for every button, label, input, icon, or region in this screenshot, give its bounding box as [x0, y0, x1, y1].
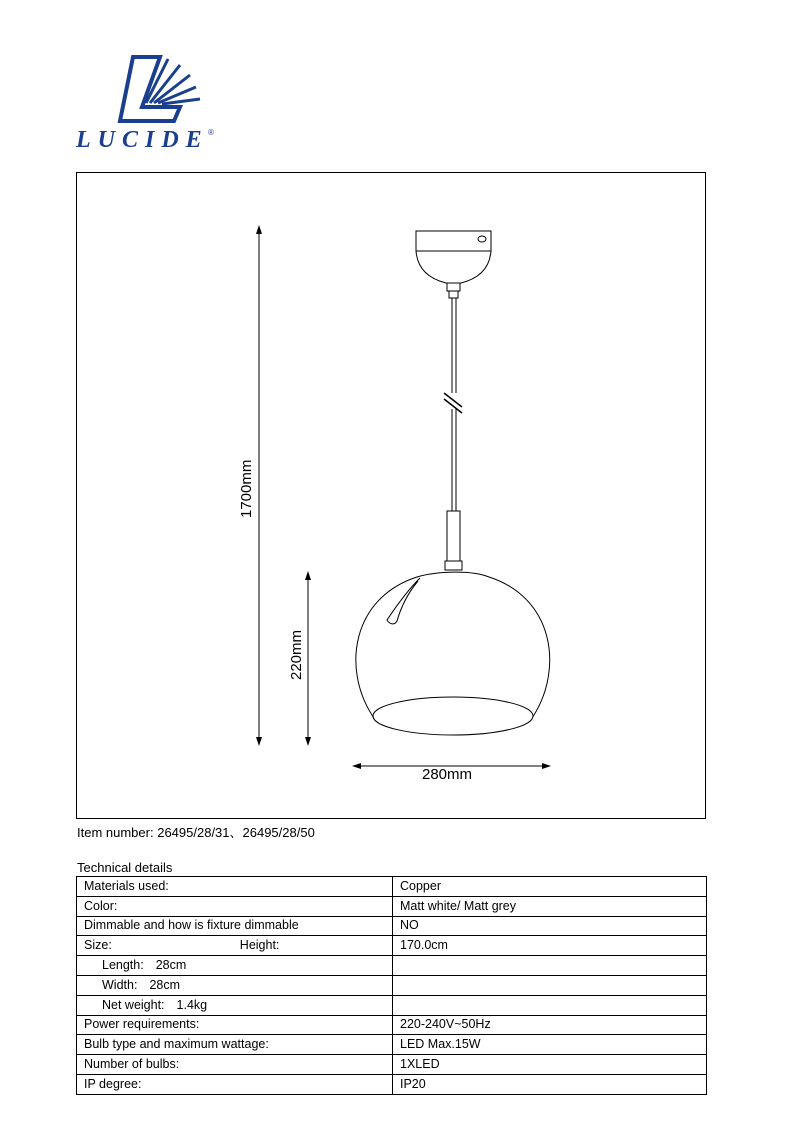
height-label: Height:	[239, 938, 280, 953]
spec-label-size	[77, 936, 393, 956]
table-row	[77, 896, 707, 916]
spec-value: 170.0cm	[393, 936, 707, 956]
spec-value: Copper	[393, 877, 707, 897]
total-height-label: 1700mm	[238, 459, 255, 518]
brand-name: LUCIDE	[76, 127, 209, 153]
registered-mark: ®	[208, 128, 214, 137]
size-label: Size:	[84, 938, 112, 953]
spec-value: Matt white/ Matt grey	[393, 896, 707, 916]
table-row	[77, 916, 707, 936]
technical-details-title: Technical details	[77, 860, 173, 875]
spec-label: Color:	[77, 896, 393, 916]
suspension-cable	[444, 298, 462, 511]
table-row	[77, 877, 707, 897]
spec-label: Materials used:	[77, 877, 393, 897]
width-label: Width:	[102, 977, 138, 992]
table-row	[77, 975, 707, 995]
table-row	[77, 936, 707, 956]
table-row	[77, 995, 707, 1015]
pendant-lamp-drawing	[77, 173, 707, 820]
total-height-dimension	[256, 225, 262, 746]
technical-details-table	[76, 876, 707, 1095]
spec-label: Bulb type and maximum wattage:	[77, 1035, 393, 1055]
spec-label-net-weight	[77, 995, 393, 1015]
shade-height-label: 220mm	[288, 629, 305, 680]
spec-value-empty	[393, 995, 707, 1015]
spec-label: IP degree:	[77, 1074, 393, 1094]
table-row	[77, 1055, 707, 1075]
spec-value: 220-240V~50Hz	[393, 1015, 707, 1035]
item-number-value: 26495/28/31、26495/28/50	[157, 825, 315, 840]
lamp-shade	[356, 572, 550, 735]
table-row	[77, 1015, 707, 1035]
net-weight-value: 1.4kg	[176, 997, 208, 1012]
spec-value: 1XLED	[393, 1055, 707, 1075]
ceiling-canopy	[416, 231, 491, 298]
spec-label: Power requirements:	[77, 1015, 393, 1035]
logo-mark	[120, 57, 200, 121]
spec-value-empty	[393, 956, 707, 976]
shade-height-dimension	[305, 571, 311, 746]
technical-drawing	[76, 172, 706, 819]
table-row	[77, 956, 707, 976]
width-value: 28cm	[149, 977, 181, 992]
spec-value: NO	[393, 916, 707, 936]
table-row	[77, 1035, 707, 1055]
item-number	[77, 822, 315, 841]
spec-label: Number of bulbs:	[77, 1055, 393, 1075]
spec-label-length	[77, 956, 393, 976]
item-number-label: Item number:	[77, 825, 154, 840]
spec-label: Dimmable and how is fixture dimmable	[77, 916, 393, 936]
lamp-holder	[445, 511, 462, 570]
spec-value: LED Max.15W	[393, 1035, 707, 1055]
spec-label-width	[77, 975, 393, 995]
shade-width-label: 280mm	[422, 766, 473, 783]
length-value: 28cm	[155, 958, 187, 973]
spec-value-empty	[393, 975, 707, 995]
length-label: Length:	[102, 958, 144, 973]
net-weight-label: Net weight:	[102, 997, 165, 1012]
table-row	[77, 1074, 707, 1094]
spec-value: IP20	[393, 1074, 707, 1094]
